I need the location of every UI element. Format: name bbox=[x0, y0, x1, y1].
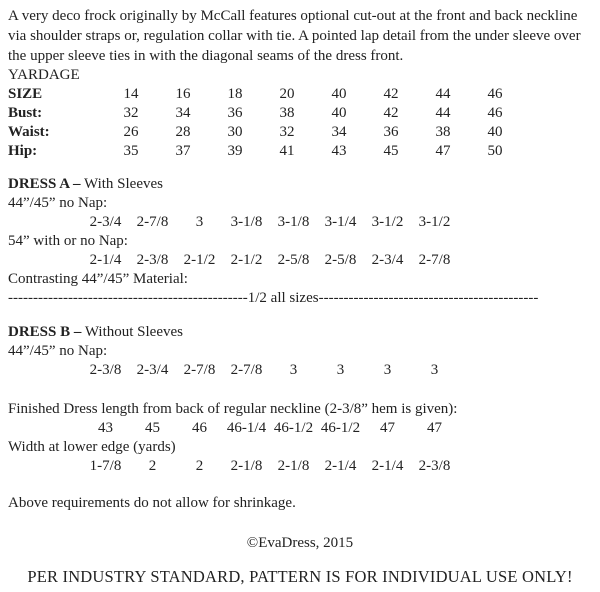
yardage-value: 2-7/8 bbox=[230, 362, 263, 378]
yardage-value: 2-5/8 bbox=[324, 252, 357, 268]
yardage-value: 2-7/8 bbox=[136, 214, 169, 230]
dress-b-fabric-1-values bbox=[8, 361, 592, 380]
size-value: 42 bbox=[383, 86, 399, 102]
contrasting-material-value-line: ------------------------------------------------1/2 all sizes-------------------------------------------- bbox=[8, 290, 539, 306]
yardage-value: 2-1/2 bbox=[230, 252, 263, 268]
contrasting-material-label: Contrasting 44”/45” Material: bbox=[8, 271, 188, 287]
shrinkage-note: Above requirements do not allow for shrinkage. bbox=[8, 495, 296, 511]
bust-value: 42 bbox=[383, 105, 399, 121]
yardage-value: 2-3/4 bbox=[371, 252, 404, 268]
size-value: 40 bbox=[331, 86, 347, 102]
waist-value: 30 bbox=[227, 124, 243, 140]
footer-usage-notice: PER INDUSTRY STANDARD, PATTERN IS FOR INDIVIDUAL USE ONLY! bbox=[27, 567, 573, 586]
dress-b-title-rest: Without Sleeves bbox=[81, 324, 183, 340]
hip-value: 37 bbox=[175, 143, 191, 159]
bust-value: 34 bbox=[175, 105, 191, 121]
bust-value: 38 bbox=[279, 105, 295, 121]
yardage-value: 3 bbox=[289, 362, 298, 378]
length-value: 43 bbox=[98, 420, 113, 436]
bust-value: 32 bbox=[123, 105, 139, 121]
intro-paragraph: A very deco frock originally by McCall features optional cut-out at the front and back neckline via shoulder straps or, regulation collar with tie. A pointed lap detail from the under sleeve over the upper sleeve ties in with the diagonal seams of the dress front. bbox=[8, 8, 581, 64]
size-value: 20 bbox=[279, 86, 295, 102]
waist-value: 38 bbox=[435, 124, 451, 140]
width-value: 2-1/8 bbox=[277, 458, 310, 474]
finished-length-label: Finished Dress length from back of regular neckline (2-3/8” hem is given): bbox=[8, 401, 458, 417]
length-value: 46-1/2 bbox=[273, 420, 314, 436]
waist-value: 32 bbox=[279, 124, 295, 140]
bust-value: 36 bbox=[227, 105, 243, 121]
bust-value: 40 bbox=[331, 105, 347, 121]
length-value: 46 bbox=[192, 420, 207, 436]
width-value: 2-1/8 bbox=[230, 458, 263, 474]
yardage-value: 3 bbox=[383, 362, 392, 378]
width-value: 1-7/8 bbox=[89, 458, 122, 474]
length-value: 46-1/2 bbox=[320, 420, 361, 436]
dress-a-title-rest: With Sleeves bbox=[80, 176, 163, 192]
bust-value: 44 bbox=[435, 105, 451, 121]
hip-label: Hip: bbox=[8, 143, 38, 159]
hip-value: 45 bbox=[383, 143, 399, 159]
length-value: 46-1/4 bbox=[226, 420, 267, 436]
hip-value: 41 bbox=[279, 143, 295, 159]
waist-value: 40 bbox=[487, 124, 503, 140]
yardage-value: 2-5/8 bbox=[277, 252, 310, 268]
yardage-value: 2-3/4 bbox=[136, 362, 169, 378]
hip-value: 43 bbox=[331, 143, 347, 159]
yardage-value: 2-1/4 bbox=[89, 252, 122, 268]
yardage-value: 3-1/8 bbox=[277, 214, 310, 230]
size-header-row bbox=[8, 85, 592, 104]
yardage-value: 2-3/4 bbox=[89, 214, 122, 230]
dress-a-title bbox=[8, 175, 592, 194]
dress-a-fabric-1-label: 44”/45” no Nap: bbox=[8, 195, 108, 211]
dress-a-fabric-2-values bbox=[8, 251, 592, 270]
hip-value: 39 bbox=[227, 143, 243, 159]
dress-a-fabric-1-values bbox=[8, 213, 592, 232]
bust-value: 46 bbox=[487, 105, 503, 121]
copyright-line: ©EvaDress, 2015 bbox=[246, 535, 354, 551]
width-value: 2 bbox=[195, 458, 204, 474]
yardage-value: 3-1/2 bbox=[371, 214, 404, 230]
yardage-value: 3-1/4 bbox=[324, 214, 357, 230]
yardage-value: 2-7/8 bbox=[418, 252, 451, 268]
yardage-value: 2-3/8 bbox=[89, 362, 122, 378]
waist-row bbox=[8, 123, 592, 142]
yardage-value: 2-3/8 bbox=[136, 252, 169, 268]
size-value: 16 bbox=[175, 86, 191, 102]
width-value: 2-1/4 bbox=[371, 458, 404, 474]
yardage-value: 3 bbox=[430, 362, 439, 378]
yardage-value: 3-1/8 bbox=[230, 214, 263, 230]
dress-a-title-bold: DRESS A – bbox=[8, 176, 81, 192]
hip-row bbox=[8, 142, 592, 161]
hip-value: 50 bbox=[487, 143, 503, 159]
width-lower-edge-values bbox=[8, 457, 592, 476]
bust-row bbox=[8, 104, 592, 123]
size-header-label: SIZE bbox=[8, 86, 43, 102]
yardage-value: 2-7/8 bbox=[183, 362, 216, 378]
width-value: 2-3/8 bbox=[418, 458, 451, 474]
size-value: 18 bbox=[227, 86, 243, 102]
yardage-value: 3 bbox=[336, 362, 345, 378]
finished-length-values bbox=[8, 419, 592, 438]
waist-value: 36 bbox=[383, 124, 399, 140]
hip-value: 35 bbox=[123, 143, 139, 159]
waist-label: Waist: bbox=[8, 124, 50, 140]
yardage-value: 2-1/2 bbox=[183, 252, 216, 268]
dress-a-fabric-2-label: 54” with or no Nap: bbox=[8, 233, 128, 249]
size-value: 44 bbox=[435, 86, 451, 102]
dress-b-title bbox=[8, 323, 592, 342]
width-value: 2-1/4 bbox=[324, 458, 357, 474]
length-value: 47 bbox=[427, 420, 442, 436]
length-value: 47 bbox=[380, 420, 395, 436]
length-value: 45 bbox=[145, 420, 160, 436]
dress-b-title-bold: DRESS B – bbox=[8, 324, 82, 340]
yardage-value: 3-1/2 bbox=[418, 214, 451, 230]
waist-value: 26 bbox=[123, 124, 139, 140]
width-value: 2 bbox=[148, 458, 157, 474]
yardage-heading: YARDAGE bbox=[8, 67, 80, 83]
size-value: 14 bbox=[123, 86, 139, 102]
bust-label: Bust: bbox=[8, 105, 43, 121]
waist-value: 34 bbox=[331, 124, 347, 140]
width-lower-edge-label: Width at lower edge (yards) bbox=[8, 439, 176, 455]
size-value: 46 bbox=[487, 86, 503, 102]
dress-b-fabric-1-label: 44”/45” no Nap: bbox=[8, 343, 108, 359]
waist-value: 28 bbox=[175, 124, 191, 140]
hip-value: 47 bbox=[435, 143, 451, 159]
yardage-value: 3 bbox=[195, 214, 204, 230]
